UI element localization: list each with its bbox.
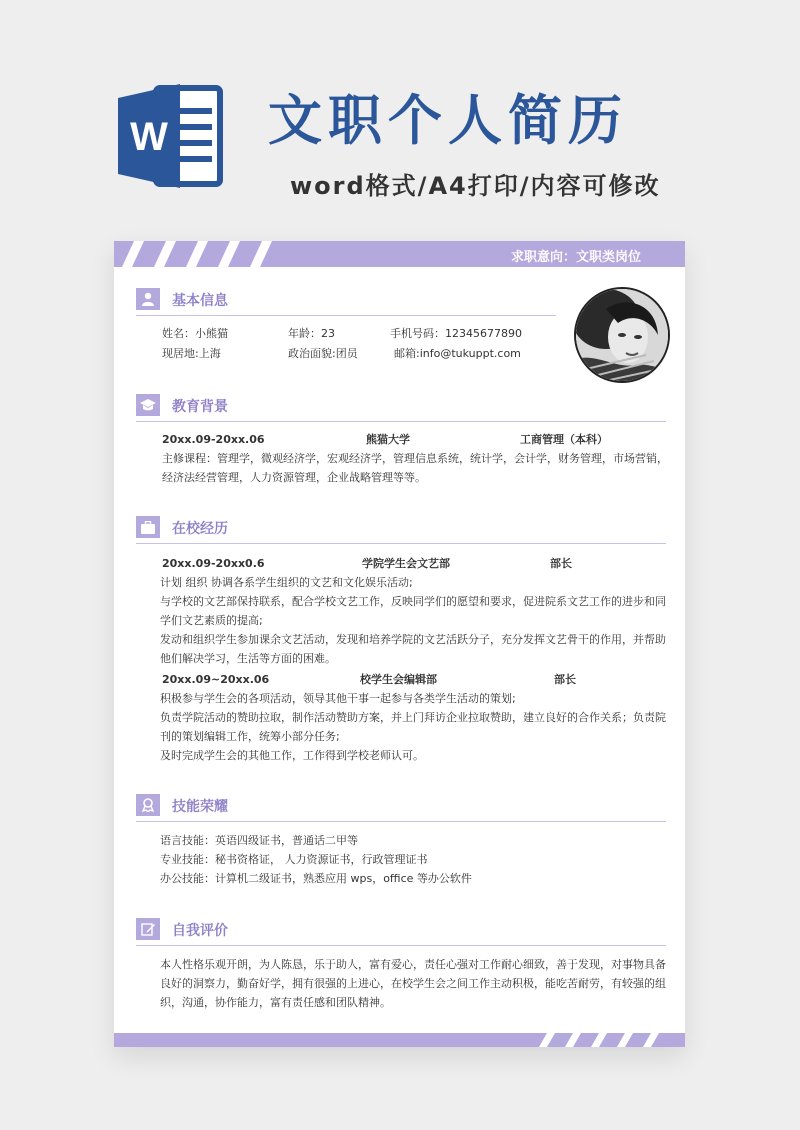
- basic-email: 邮箱:info@tukuppt.com: [394, 347, 521, 360]
- campus-exp1-role: 部长: [550, 557, 572, 570]
- edit-icon: [136, 918, 160, 940]
- profile-photo: [574, 287, 670, 383]
- section-divider: [136, 945, 666, 946]
- top-accent-bar: [114, 241, 685, 267]
- campus-exp2-line: 刊的策划编辑工作，统筹小部分任务;: [160, 730, 340, 743]
- basic-residence: 现居地:上海: [162, 347, 221, 360]
- skills-line: 专业技能：秘书资格证， 人力资源证书，行政管理证书: [160, 853, 428, 866]
- campus-exp1-line: 发动和组织学生参加课余文艺活动，发现和培养学院的文艺活跃分子，充分发挥文艺骨干的作用，并帮助: [160, 633, 666, 646]
- section-title: 基本信息: [172, 293, 228, 309]
- self-eval-line: 织，沟通，协作能力，富有责任感和团队精神。: [160, 996, 391, 1009]
- campus-exp2-line: 负责学院活动的赞助拉取，制作活动赞助方案，并上门拜访企业拉取赞助，建立良好的合作关系；负责院: [160, 711, 666, 724]
- person-icon: [136, 288, 160, 310]
- section-title: 技能荣耀: [172, 799, 228, 815]
- campus-exp1-line: 他们解决学习，生活等方面的困难。: [160, 652, 336, 665]
- section-divider: [136, 543, 666, 544]
- campus-exp2-period: 20xx.09~20xx.06: [162, 673, 270, 686]
- campus-exp1-period: 20xx.09-20xx0.6: [162, 557, 265, 570]
- word-logo-icon: [118, 80, 226, 192]
- section-campus-experience: [136, 516, 666, 540]
- section-title: 自我评价: [172, 923, 228, 939]
- self-eval-line: 良好的洞察力，勤奋好学，拥有很强的上进心，在校学生会之间工作主动积极，能吃苦耐劳，有较强的组: [160, 977, 666, 990]
- campus-exp1-line: 与学校的文艺部保持联系，配合学校文艺工作，反映同学们的愿望和要求，促进院系文艺工作的进步和同: [160, 595, 666, 608]
- campus-exp1-line: 计划 组织 协调各系学生组织的文艺和文化娱乐活动;: [160, 576, 413, 589]
- page-title: 文职个人简历: [268, 89, 628, 152]
- graduation-cap-icon: [136, 394, 160, 416]
- campus-exp2-org: 校学生会编辑部: [360, 673, 437, 686]
- basic-age: 年龄：23: [288, 327, 335, 340]
- campus-exp1-line: 学们文艺素质的提高;: [160, 614, 263, 627]
- section-divider: [136, 315, 556, 316]
- word-logo-letter: W: [130, 115, 168, 159]
- self-eval-line: 本人性格乐观开朗，为人陈恳，乐于助人，富有爱心，责任心强对工作耐心细致，善于发现，对事物具备: [160, 958, 666, 971]
- resume-paper: [114, 241, 685, 1047]
- campus-exp2-line: 及时完成学生会的其他工作，工作得到学校老师认可。: [160, 749, 424, 762]
- skills-line: 语言技能：英语四级证书，普通话二甲等: [160, 834, 358, 847]
- education-major: 工商管理（本科）: [520, 433, 608, 446]
- section-title: 教育背景: [172, 399, 228, 415]
- basic-political: 政治面貌:团员: [288, 347, 358, 360]
- top-stripes-decoration: [114, 241, 284, 267]
- skills-line: 办公技能：计算机二级证书，熟悉应用 wps，office 等办公软件: [160, 872, 472, 885]
- education-courses-line: 经济法经营管理，人力资源管理，企业战略管理等等。: [162, 471, 426, 484]
- basic-name: 姓名：小熊猫: [162, 327, 228, 340]
- campus-exp2-role: 部长: [554, 673, 576, 686]
- award-icon: [136, 794, 160, 816]
- campus-exp2-line: 积极参与学生会的各项活动，领导其他干事一起参与各类学生活动的策划;: [160, 692, 516, 705]
- campus-exp1-org: 学院学生会文艺部: [362, 557, 450, 570]
- bottom-accent-bar: [114, 1033, 685, 1047]
- briefcase-icon: [136, 516, 160, 538]
- page-subtitle: word格式/A4打印/内容可修改: [290, 172, 661, 200]
- basic-phone: 手机号码：12345677890: [390, 327, 522, 340]
- section-title: 在校经历: [172, 521, 228, 537]
- education-courses-line: 主修课程：管理学，微观经济学，宏观经济学，管理信息系统，统计学，会计学，财务管理，市场营销，: [162, 452, 668, 465]
- job-intent: 求职意向：文职类岗位: [510, 250, 641, 265]
- education-school: 熊猫大学: [366, 433, 410, 446]
- section-education: [136, 394, 666, 418]
- section-divider: [136, 421, 666, 422]
- education-period: 20xx.09-20xx.06: [162, 433, 265, 446]
- section-self-evaluation: [136, 918, 666, 942]
- bottom-stripes-decoration: [535, 1033, 685, 1047]
- section-skills: [136, 794, 666, 818]
- section-divider: [136, 821, 666, 822]
